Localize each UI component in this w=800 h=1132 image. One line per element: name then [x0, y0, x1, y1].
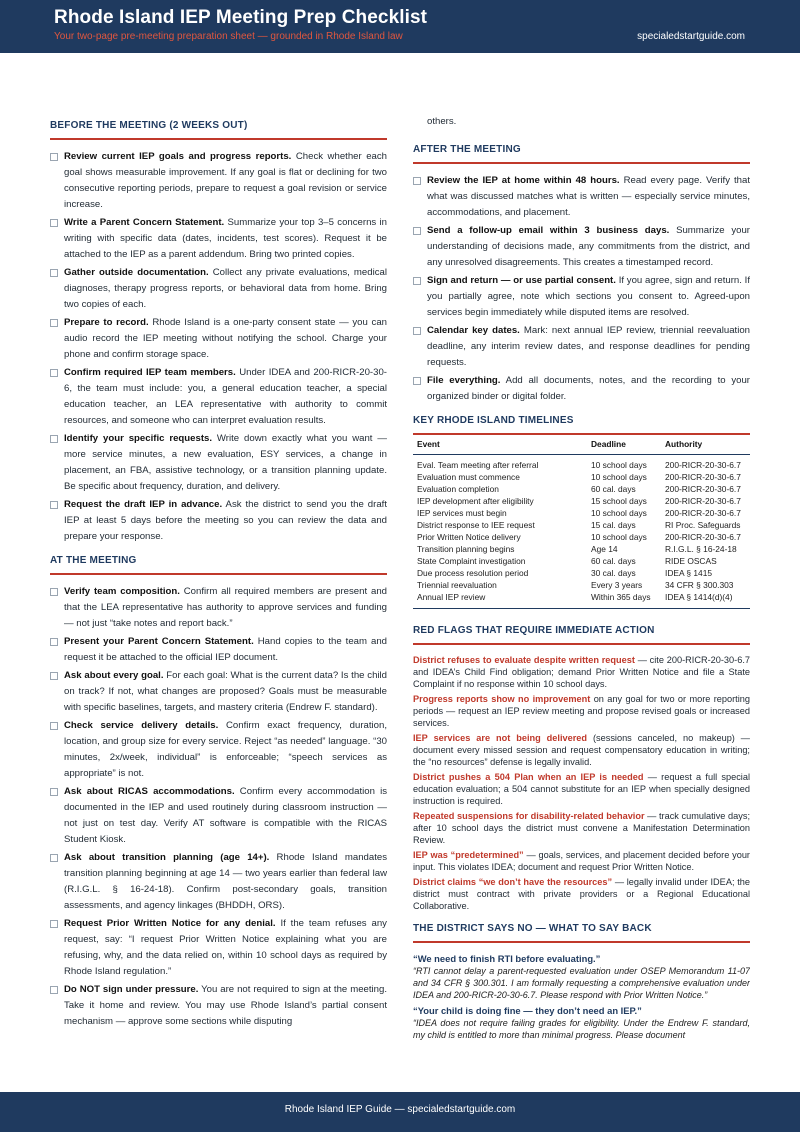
- checklist-item: [413, 373, 750, 405]
- section-after-heading: AFTER THE MEETING: [413, 136, 750, 164]
- checklist-item-lead: Sign and return — or use partial consent.: [427, 275, 616, 286]
- at-continuation-text: others.: [427, 116, 457, 127]
- checklist-item-lead: Confirm required IEP team members.: [64, 367, 236, 378]
- red-flag-item: [413, 810, 750, 846]
- page-subtitle: Your two-page pre-meeting preparation sheet — grounded in Rhode Island law: [54, 31, 403, 42]
- checklist-item-lead: Gather outside documentation.: [64, 267, 209, 278]
- checklist-item: [50, 784, 387, 848]
- red-flag-item: [413, 771, 750, 807]
- cell-event: Eval. Team meeting after referral: [417, 460, 539, 470]
- checklist-item-text: Read every page. Verify that what was discussed matches what is written — especially service minutes, accommodations, and placement.: [427, 175, 750, 218]
- checklist-item-lead: Identify your specific requests.: [64, 433, 213, 444]
- checklist-item-lead: Send a follow-up email within 3 business days.: [427, 225, 670, 236]
- checklist-item-lead: Request the draft IEP in advance.: [64, 499, 223, 510]
- checklist-item-text: Under IDEA and 200-RICR-20-30-6, the team must include: you, a general education teacher, a special education teacher, an LEA representative with authority to commit resources, and someone who can interpret evaluation results.: [64, 367, 387, 426]
- checkbox-icon[interactable]: [50, 722, 58, 730]
- page-footer: [0, 1092, 800, 1132]
- cell-deadline: 60 cal. days: [591, 556, 636, 566]
- checkbox-icon[interactable]: [413, 177, 421, 185]
- cell-event: Due process resolution period: [417, 568, 529, 578]
- cell-event: Evaluation must commence: [417, 472, 520, 482]
- cell-authority: 200-RICR-20-30-6.7: [665, 472, 741, 482]
- checklist-item: [50, 982, 387, 1030]
- cell-authority: IDEA § 1415: [665, 568, 713, 578]
- checkbox-icon[interactable]: [50, 788, 58, 796]
- table-row: [413, 567, 750, 579]
- table-row: [413, 507, 750, 519]
- section-red-flags-heading: RED FLAGS THAT REQUIRE IMMEDIATE ACTION: [413, 617, 750, 645]
- checklist-item: [50, 215, 387, 263]
- checklist-item-text: Summarize your top 3–5 concerns in writing with specific data (dates, incidents, test scores). Request it be attached to the IEP as a parent addendum. Bring two printed copies.: [64, 217, 387, 260]
- checkbox-icon[interactable]: [50, 986, 58, 994]
- section-timelines-heading: KEY RHODE ISLAND TIMELINES: [413, 415, 574, 426]
- checkbox-icon[interactable]: [50, 588, 58, 596]
- table-row: [413, 483, 750, 495]
- red-flag-item: [413, 693, 750, 729]
- table-row: [413, 471, 750, 483]
- checklist-item: [50, 497, 387, 545]
- cell-deadline: 15 school days: [591, 496, 647, 506]
- red-flag-lead: Repeated suspensions for disability-related behavior: [413, 811, 645, 821]
- column-header-event: Event: [413, 434, 587, 455]
- cell-event: IEP services must begin: [417, 508, 507, 518]
- timelines-header-row: [413, 434, 750, 455]
- red-flag-text: — request a full special education evaluation; a 504 cannot substitute for an IEP when specially designed instruction is required.: [413, 772, 750, 806]
- red-flag-text: — legally invalid under IDEA; the district must contract with private providers or a Regional Educational Collaborative.: [413, 877, 750, 911]
- table-row: [413, 531, 750, 543]
- red-flags-list: [413, 654, 750, 912]
- checkbox-icon[interactable]: [50, 219, 58, 227]
- cell-authority: 200-RICR-20-30-6.7: [665, 484, 741, 494]
- checklist-item-lead: Ask about RICAS accommodations.: [64, 786, 235, 797]
- red-flag-lead: IEP was “predetermined”: [413, 850, 524, 860]
- checklist-item-lead: Prepare to record.: [64, 317, 149, 328]
- cell-authority: RIDE OSCAS: [665, 556, 717, 566]
- red-flag-lead: District claims “we don’t have the resources”: [413, 877, 613, 887]
- cell-event: State Complaint investigation: [417, 556, 526, 566]
- response-item: [413, 952, 750, 1001]
- red-flag-lead: District refuses to evaluate despite written request: [413, 655, 635, 665]
- checklist-item: [50, 365, 387, 429]
- checklist-item: [413, 223, 750, 271]
- red-flag-text: (sessions canceled, no makeup) — document every missed session and request compensatory education in writing; the “no resources” defense is legally invalid.: [413, 733, 750, 767]
- checklist-item-text: If the team refuses any request, say: “I request Prior Written Notice explaining what you are refusing, why, and the data relied on, within 10 school days as required by Rhode Island regulation.”: [64, 918, 387, 977]
- checklist-item-lead: Write a Parent Concern Statement.: [64, 217, 225, 228]
- checklist-item-text: Summarize your understanding of decisions made, any commitments from the district, and any unresolved disagreements. This creates a timestamped record.: [427, 225, 750, 268]
- checklist-item-lead: Review the IEP at home within 48 hours.: [427, 175, 620, 186]
- checkbox-icon[interactable]: [50, 672, 58, 680]
- checkbox-icon[interactable]: [50, 638, 58, 646]
- cell-authority: 200-RICR-20-30-6.7: [665, 496, 741, 506]
- checkbox-icon[interactable]: [50, 369, 58, 377]
- cell-deadline: 10 school days: [591, 472, 647, 482]
- checklist-item-text: Hand copies to the team and request it be attached to the official IEP document.: [64, 636, 387, 663]
- checkbox-icon[interactable]: [50, 854, 58, 862]
- checkbox-icon[interactable]: [50, 153, 58, 161]
- red-flag-text: on any goal for two or more reporting periods — request an IEP review meeting and propose revised goals or increased services.: [413, 694, 750, 728]
- checklist-item-text: Check whether each goal shows measurable improvement. If any goal is flat or declining for two consecutive reporting periods, prepare to request a goal revision or service increase.: [64, 151, 387, 210]
- table-row: [413, 591, 750, 609]
- cell-event: Prior Written Notice delivery: [417, 532, 521, 542]
- checkbox-icon[interactable]: [413, 277, 421, 285]
- cell-deadline: Age 14: [591, 544, 618, 554]
- checklist-item-lead: Check service delivery details.: [64, 720, 219, 731]
- checklist-item: [50, 265, 387, 313]
- checklist-item: [50, 916, 387, 980]
- checkbox-icon[interactable]: [50, 435, 58, 443]
- checklist-item-text: For each goal: What is the current data? Is the child on track? If not, what changes are proposed? Goals must be measurable with specific baselines, targets, and mastery criteria (Endrew F. standard).: [64, 670, 387, 713]
- at-checklist: [50, 584, 387, 1030]
- checklist-item: [50, 634, 387, 666]
- checkbox-icon[interactable]: [413, 227, 421, 235]
- checkbox-icon[interactable]: [50, 920, 58, 928]
- cell-authority: 200-RICR-20-30-6.7: [665, 460, 741, 470]
- cell-deadline: 60 cal. days: [591, 484, 636, 494]
- cell-deadline: 10 school days: [591, 508, 647, 518]
- parent-response: “RTI cannot delay a parent-requested evaluation under OSEP Memorandum 11-07 and 34 CFR § 300.301. I am formally requesting a comprehensive evaluation under IDEA and 200-RICR-20-30-6.7. Please respond with Prior Written Notice.”: [413, 966, 750, 1000]
- after-checklist: [413, 173, 750, 405]
- table-row: [413, 455, 750, 472]
- parent-response: “IDEA does not require failing grades for eligibility. Under the Endrew F. standard, my child is entitled to more than minimal progress. Please document: [413, 1018, 750, 1040]
- cell-event: IEP development after eligibility: [417, 496, 534, 506]
- footer-text: Rhode Island IEP Guide — specialedstartguide.com: [284, 1104, 516, 1115]
- checklist-item-lead: Present your Parent Concern Statement.: [64, 636, 254, 647]
- cell-deadline: Every 3 years: [591, 580, 643, 590]
- checklist-item-text: Write down exactly what you want — more service minutes, a new evaluation, ESY services, a change in placement, an FBA, assistive technology, or a transition planning update. Be specific about frequency, duration, and delivery.: [64, 433, 387, 492]
- timelines-table: [413, 433, 750, 609]
- checklist-item: [413, 173, 750, 221]
- checklist-item: [50, 149, 387, 213]
- cell-deadline: 10 school days: [591, 532, 647, 542]
- left-column: [50, 112, 387, 1087]
- site-url: specialedstartguide.com: [637, 31, 745, 42]
- checklist-item-text: Confirm exact frequency, duration, location, and group size for every service. Reject “as needed” language. “30 minutes, 2x/week, individual” is enforceable; “speech services as appropriate” is not.: [64, 720, 387, 779]
- checklist-item-lead: Calendar key dates.: [427, 325, 520, 336]
- district-objection: “We need to finish RTI before evaluating.”: [413, 953, 601, 964]
- red-flag-lead: District pushes a 504 Plan when an IEP is needed: [413, 772, 644, 782]
- section-before-heading: BEFORE THE MEETING (2 WEEKS OUT): [50, 112, 387, 140]
- red-flag-item: [413, 876, 750, 912]
- checklist-item-lead: Ask about transition planning (age 14+).: [64, 852, 270, 863]
- red-flag-item: [413, 732, 750, 768]
- checklist-item: [50, 315, 387, 363]
- cell-event: Evaluation completion: [417, 484, 499, 494]
- red-flag-text: — track cumulative days; after 10 school days the district must convene a Manifestation Determination Review.: [413, 811, 750, 845]
- section-at-heading: AT THE MEETING: [50, 547, 387, 575]
- checklist-item-text: Mark: next annual IEP review, triennial reevaluation deadline, any interim review dates, and response deadlines for pending requests.: [427, 325, 750, 368]
- cell-authority: RI Proc. Safeguards: [665, 520, 741, 530]
- cell-authority: 200-RICR-20-30-6.7: [665, 532, 741, 542]
- red-flag-item: [413, 849, 750, 873]
- checklist-item-text: If you agree, sign and return. If you partially agree, note which sections you consent to. Agreed-upon services begin immediately while disputed items are resolved.: [427, 275, 750, 318]
- table-row: [413, 543, 750, 555]
- cell-authority: R.I.G.L. § 16-24-18: [665, 544, 737, 554]
- checklist-item-text: Collect any private evaluations, medical diagnoses, therapy progress reports, or behavioral data from home. Bring two copies of each.: [64, 267, 387, 310]
- checklist-item: [50, 431, 387, 495]
- checklist-item: [413, 323, 750, 371]
- checkbox-icon[interactable]: [50, 501, 58, 509]
- says-no-list: [413, 952, 750, 1041]
- checkbox-icon[interactable]: [413, 327, 421, 335]
- page-header: [0, 0, 800, 53]
- page-title: Rhode Island IEP Meeting Prep Checklist: [54, 7, 428, 28]
- right-column: [413, 114, 750, 1089]
- table-row: [413, 519, 750, 531]
- cell-deadline: 15 cal. days: [591, 520, 636, 530]
- checklist-item: [50, 584, 387, 632]
- cell-deadline: Within 365 days: [587, 591, 661, 609]
- checklist-item-lead: Ask about every goal.: [64, 670, 164, 681]
- checkbox-icon[interactable]: [50, 269, 58, 277]
- cell-deadline: 30 cal. days: [591, 568, 636, 578]
- table-row: [413, 555, 750, 567]
- cell-authority: 34 CFR § 300.303: [665, 580, 734, 590]
- red-flag-item: [413, 654, 750, 690]
- checkbox-icon[interactable]: [413, 377, 421, 385]
- cell-deadline: 10 school days: [591, 460, 647, 470]
- checklist-item: [50, 718, 387, 782]
- table-row: [413, 495, 750, 507]
- checkbox-icon[interactable]: [50, 319, 58, 327]
- section-says-no-heading: THE DISTRICT SAYS NO — WHAT TO SAY BACK: [413, 915, 750, 943]
- red-flag-text: — cite 200-RICR-20-30-6.7 and IDEA’s Child Find obligation; demand Prior Written Notice and file a State Complaint if no response within 10 school days.: [413, 655, 750, 689]
- response-item: [413, 1004, 750, 1041]
- checklist-item-lead: File everything.: [427, 375, 501, 386]
- checklist-item-text: Add all documents, notes, and the recording to your organized binder or digital folder.: [427, 375, 750, 402]
- red-flag-text: — goals, services, and placement decided before your input. This violates IDEA; document and request Prior Written Notice.: [413, 850, 750, 872]
- cell-event: Transition planning begins: [417, 544, 515, 554]
- checklist-item-text: Rhode Island is a one-party consent state — you can audio record the IEP meeting without notifying the school. Charge your phone and confirm storage space.: [64, 317, 387, 360]
- red-flag-lead: IEP services are not being delivered: [413, 733, 588, 743]
- checklist-item: [50, 850, 387, 914]
- cell-authority: IDEA § 1414(d)(4): [661, 591, 750, 609]
- cell-event: Triennial reevaluation: [417, 580, 497, 590]
- checklist-item-text: Ask the district to send you the draft IEP at least 5 days before the meeting so you can review the data and prepare your response.: [64, 499, 387, 542]
- checklist-item-text: Confirm every accommodation is documented in the IEP and used routinely during classroom instruction — not just on test day. Verify AT software is compatible with the RICAS Student Kiosk.: [64, 786, 387, 845]
- district-objection: “Your child is doing fine — they don’t need an IEP.”: [413, 1005, 642, 1016]
- checklist-item-text: Rhode Island mandates transition planning beginning at age 14 — two years earlier than federal law (R.I.G.L. § 16-24-18). Confirm post-secondary goals, transition assessments, and agency linkages (BHDDH, ORS).: [64, 852, 387, 911]
- red-flag-lead: Progress reports show no improvement: [413, 694, 591, 704]
- cell-event: Annual IEP review: [413, 591, 587, 609]
- column-header-authority: Authority: [661, 434, 750, 455]
- checklist-item-lead: Do NOT sign under pressure.: [64, 984, 199, 995]
- cell-authority: 200-RICR-20-30-6.7: [665, 508, 741, 518]
- before-checklist: [50, 149, 387, 545]
- checklist-item-text: Confirm all required members are present and that the LEA representative has authority to approve services and funding — not just “take notes and report back.”: [64, 586, 387, 629]
- checklist-item: [50, 668, 387, 716]
- column-header-deadline: Deadline: [587, 434, 661, 455]
- checklist-item-lead: Request Prior Written Notice for any denial.: [64, 918, 276, 929]
- table-row: [413, 579, 750, 591]
- checklist-item-lead: Verify team composition.: [64, 586, 180, 597]
- timelines-body: [413, 455, 750, 609]
- checklist-item: [413, 273, 750, 321]
- cell-event: District response to IEE request: [417, 520, 535, 530]
- checklist-item-lead: Review current IEP goals and progress reports.: [64, 151, 292, 162]
- checklist-item-text: You are not required to sign at the meeting. Take it home and review. You may use Rhode Island’s partial consent mechanism — approve some sections while disputing: [64, 984, 387, 1027]
